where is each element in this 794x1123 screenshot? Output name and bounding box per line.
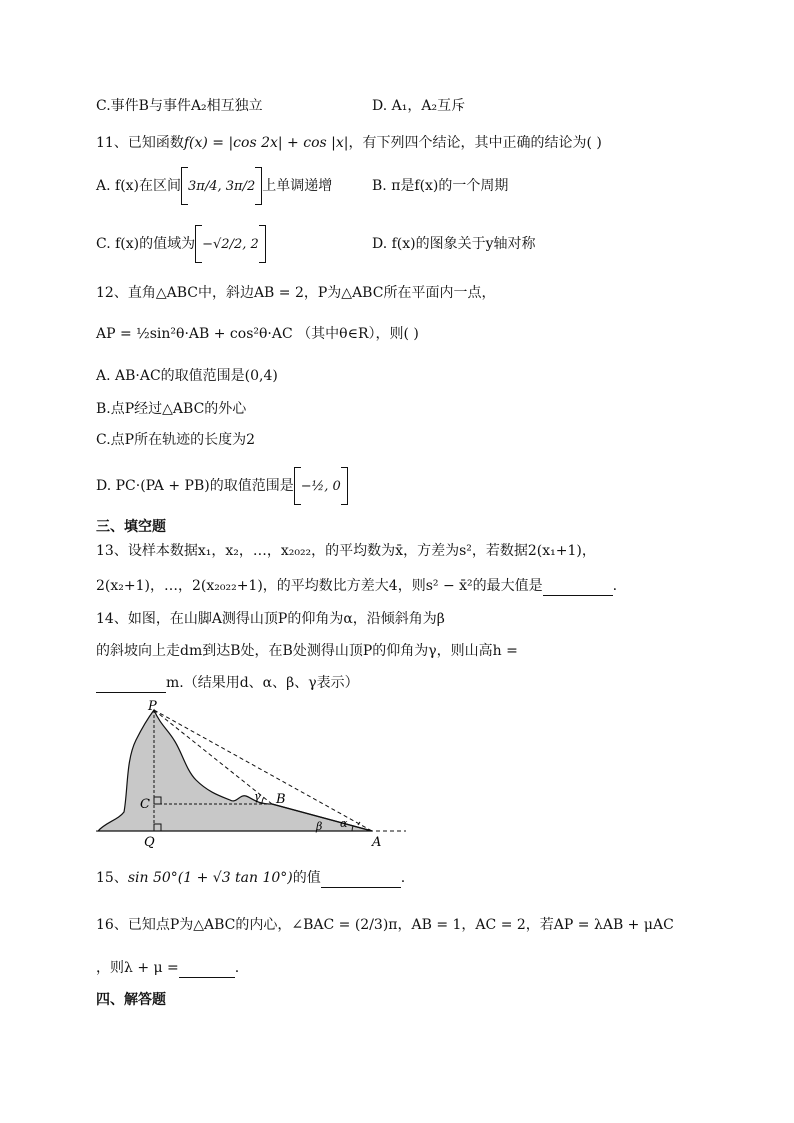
q11-function: f(x) = |cos 2x| + cos |x| bbox=[183, 135, 349, 151]
q13-line2-text: 2(x₂+1)，…，2(x₂₀₂₂+1)，的平均数比方差大4，则s² − x̄²的最大值是 bbox=[96, 578, 543, 594]
q16-line2: ，则λ + μ = . bbox=[96, 960, 240, 976]
q13-answer-blank bbox=[543, 581, 613, 596]
q15-expression: sin 50°(1 + √3 tan 10°) bbox=[127, 870, 293, 886]
q14-line2: 的斜坡向上走dm到达B处，在B处测得山顶P的仰角为γ，则山高h = bbox=[96, 643, 518, 659]
section-4-title: 四、解答题 bbox=[96, 992, 166, 1008]
q12-option-d-prefix: D. PC·(PA + PB)的取值范围是 bbox=[96, 478, 294, 494]
label-alpha: α bbox=[340, 817, 348, 830]
q11-option-c bbox=[96, 224, 266, 264]
q15-prefix: 15、 bbox=[96, 870, 128, 886]
q11-interval-left-bracket bbox=[181, 167, 188, 205]
q12-range-left-bracket bbox=[294, 467, 301, 505]
q12-option-c: C.点P所在轨迹的长度为2 bbox=[96, 432, 255, 448]
q11-option-a-suffix: 上单调递增 bbox=[262, 178, 333, 194]
mountain-shape bbox=[98, 710, 372, 831]
q10-option-c: C.事件B与事件A₂相互独立 bbox=[96, 98, 263, 114]
label-q: Q bbox=[144, 835, 155, 850]
q16-line1: 16、已知点P为△ABC的内心，∠BAC = (2/3)π，AB = 1，AC = 2，若AP = λAB + μAC bbox=[96, 917, 674, 933]
q13-line1: 13、设样本数据x₁，x₂，…，x₂₀₂₂，的平均数为x̄，方差为s²，若数据2(x₁+1)， bbox=[96, 543, 596, 559]
q14-line1: 14、如图，在山脚A测得山顶P的仰角为α，沿倾斜角为β bbox=[96, 611, 445, 627]
q11-option-d: D. f(x)的图象关于y轴对称 bbox=[372, 236, 536, 252]
q11-stem-prefix: 11、已知函数 bbox=[96, 135, 184, 151]
q15-suffix: 的值 bbox=[292, 870, 321, 886]
q11-range-right-bracket bbox=[259, 225, 266, 263]
q11-option-a bbox=[96, 166, 332, 206]
q15-answer-blank bbox=[321, 873, 401, 888]
q11-option-b: B. π是f(x)的一个周期 bbox=[372, 178, 509, 194]
label-beta: β bbox=[316, 820, 323, 833]
q12-option-b: B.点P经过△ABC的外心 bbox=[96, 401, 247, 417]
q13-line2: 2(x₂+1)，…，2(x₂₀₂₂+1)，的平均数比方差大4，则s² − x̄²的最大值是 . bbox=[96, 578, 618, 594]
q12-option-a: A. AB·AC的取值范围是(0,4) bbox=[96, 368, 278, 384]
q15: 15、sin 50°(1 + √3 tan 10°)的值 . bbox=[96, 870, 406, 886]
label-c: C bbox=[140, 797, 150, 812]
q10-option-d: D. A₁，A₂互斥 bbox=[372, 98, 466, 114]
q12-stem-line2: AP = ½sin²θ·AB + cos²θ·AC （其中θ∈R），则( ) bbox=[96, 326, 419, 342]
q12-option-d-range: −½, 0 bbox=[300, 479, 341, 494]
q11-option-a-prefix: A. f(x)在区间 bbox=[96, 178, 182, 194]
q14-line3-suffix: m.（结果用d、α、β、γ表示） bbox=[166, 675, 359, 691]
label-a: A bbox=[372, 835, 382, 850]
label-gamma: γ bbox=[254, 790, 261, 803]
q14-answer-blank bbox=[96, 678, 166, 693]
mountain-figure bbox=[96, 700, 406, 860]
q12-option-d bbox=[96, 466, 348, 506]
q11-stem-suffix: ，有下列四个结论，其中正确的结论为( ) bbox=[348, 135, 602, 151]
q12-stem-line1: 12、直角△ABC中，斜边AB = 2，P为△ABC所在平面内一点， bbox=[96, 285, 496, 301]
q11-option-c-range: −√2/2, 2 bbox=[202, 237, 259, 252]
q11-option-a-interval: 3π/4, 3π/2 bbox=[188, 179, 256, 194]
label-p: P bbox=[148, 700, 157, 714]
q16-answer-blank bbox=[179, 963, 235, 978]
q11-stem bbox=[96, 133, 602, 153]
q16-line2-text: ，则λ + μ = bbox=[96, 960, 179, 976]
q14-line3 bbox=[96, 673, 359, 693]
q12-range-right-bracket bbox=[341, 467, 348, 505]
q11-option-c-prefix: C. f(x)的值域为 bbox=[96, 236, 196, 252]
section-3-title: 三、填空题 bbox=[96, 519, 166, 535]
label-b: B bbox=[276, 792, 286, 807]
alpha-arc bbox=[358, 822, 360, 825]
